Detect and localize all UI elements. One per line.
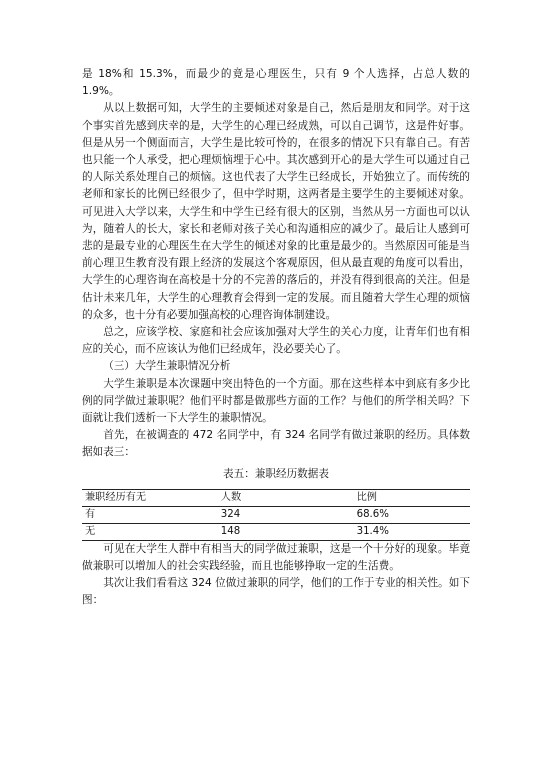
table-cell: 有 [82, 506, 218, 523]
paragraph: 大学生兼职是本次课题中突出特色的一个方面。那在这些样本中到底有多少比例的同学做过兼职呢？他们平时都是做那些方面的工作？与他们的所学相关吗？下面就让我们透析一下大学生的兼职情况。 [82, 377, 470, 425]
section-heading: （三）大学生兼职情况分析 [103, 360, 231, 373]
document-page [82, 66, 470, 610]
table-header-cell: 兼职经历有无 [82, 489, 218, 506]
paragraph: 是 18%和 15.3%，而最少的竟是心理医生，只有 9 个人选择，占总人数的 1.9%。 [82, 68, 470, 98]
paragraph: 其次让我们看看这 324 位做过兼职的同学，他们的工作于专业的相关性。如下图： [82, 577, 470, 607]
paragraph: 可见在大学生人群中有相当大的同学做过兼职，这是一个十分好的现象。毕竟做兼职可以增加人的社会实践经验，而且也能够挣取一定的生活费。 [82, 542, 470, 573]
table-header-cell: 比例 [354, 489, 470, 506]
table-header-cell: 人数 [218, 489, 354, 506]
table-row [82, 523, 470, 540]
data-table [82, 489, 470, 541]
table-header-row [82, 489, 470, 506]
table-cell: 68.6% [354, 506, 470, 523]
paragraph: 从以上数据可知，大学生的主要倾述对象是自己，然后是朋友和同学。对于这个事实首先感到庆幸的是，大学生的心理已经成熟，可以自己调节，这是件好事。但是从另一个侧面而言，大学生是比较可怜的，在很多的情况下只有靠自己。有苦也只能一个人承受，把心理烦恼埋于心中。其次感到开心的是大学生可以通过自己的人际关系处理自己的烦恼。这也代表了大学生已经成长，开始独立了。而传统的老师和家长的比例已经很少了，但中学时期，这两者是主要学生的主要倾述对象。可见进入大学以来，大学生和中学生已经有很大的区别，当然从另一方面也可以认为，随着人的长大，家长和老师对孩子关心和沟通相应的减少了。最后让人感到可悲的是最专业的心理医生在大学生的倾述对象的比重是最少的。当然原因可能是当前心理卫生教育没有跟上经济的发展这个客观原因，但从最直观的角度可以看出，大学生的心理咨询在高校是十分的不完善的落后的，并没有得到很高的关注。但是估计未来几年，大学生的心理教育会得到一定的发展。而且随着大学生心理的烦恼的众多，也十分有必要加强高校的心理咨询体制建设。 [82, 102, 470, 321]
table-cell: 无 [82, 523, 218, 540]
table-cell: 148 [218, 523, 354, 540]
paragraph: 总之，应该学校、家庭和社会应该加强对大学生的关心力度，让青年们也有相应的关心，而不应该认为他们已经成年，没必要关心了。 [82, 326, 470, 356]
table-cell: 31.4% [354, 523, 470, 540]
table-row [82, 506, 470, 523]
table-caption: 表五：兼职经历数据表 [223, 467, 329, 480]
table-cell: 324 [218, 506, 354, 523]
paragraph: 首先，在被调查的 472 名同学中，有 324 名同学有做过兼职的经历。具体数据如表三： [82, 429, 470, 459]
